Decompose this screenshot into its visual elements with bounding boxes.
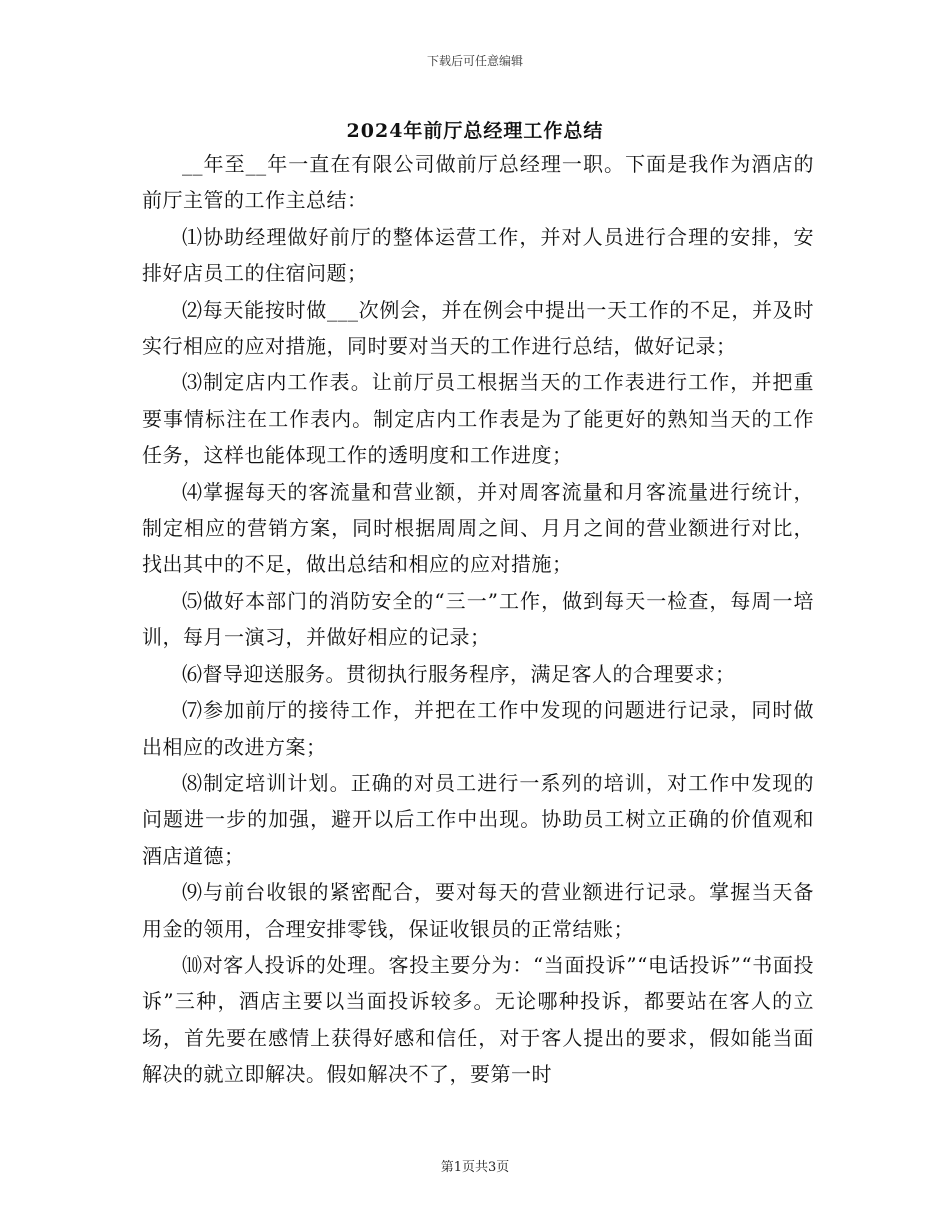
paragraph-item-4: ⑷掌握每天的客流量和营业额，并对周客流量和月客流量进行统计，制定相应的营销方案，同时根据周周之间、月月之间的营业额进行对比，找出其中的不足，做出总结和相应的应对措施； <box>142 479 814 577</box>
document-body <box>142 146 814 1093</box>
paragraph-item-3: ⑶制定店内工作表。让前厅员工根据当天的工作表进行工作，并把重要事情标注在工作表内。制定店内工作表是为了能更好的熟知当天的工作任务，这样也能体现工作的透明度和工作进度； <box>142 370 814 468</box>
paragraph-item-1: ⑴协助经理做好前厅的整体运营工作，并对人员进行合理的安排，安排好店员工的住宿问题； <box>142 224 814 286</box>
paragraph-item-2: ⑵每天能按时做___次例会，并在例会中提出一天工作的不足，并及时实行相应的应对措施，同时要对当天的工作进行总结，做好记录； <box>142 297 814 359</box>
paragraph-intro: __年至__年一直在有限公司做前厅总经理一职。下面是我作为酒店的前厅主管的工作主总结： <box>142 152 814 213</box>
page-number-footer: 第1页共3页 <box>440 1160 510 1175</box>
paragraph-item-5: ⑸做好本部门的消防安全的“三一”工作，做到每天一检查，每周一培训，每月一演习，并做好相应的记录； <box>142 588 814 650</box>
paragraph-item-7: ⑺参加前厅的接待工作，并把在工作中发现的问题进行记录，同时做出相应的改进方案； <box>142 698 814 759</box>
paragraph-item-6: ⑹督导迎送服务。贯彻执行服务程序，满足客人的合理要求； <box>182 661 736 686</box>
page-header-note: 下载后可任意编辑 <box>426 54 523 68</box>
paragraph-item-9: ⑼与前台收银的紧密配合，要对每天的营业额进行记录。掌握当天备用金的领用，合理安排零钱，保证收银员的正常结账； <box>142 880 814 941</box>
paragraph-item-8: ⑻制定培训计划。正确的对员工进行一系列的培训，对工作中发现的问题进一步的加强，避开以后工作中出现。协助员工树立正确的价值观和酒店道德； <box>142 770 814 868</box>
paragraph-item-10: ⑽对客人投诉的处理。客投主要分为：“当面投诉”“电话投诉”“书面投诉”三种，酒店主要以当面投诉较多。无论哪种投诉，都要站在客人的立场，首先要在感情上获得好感和信任，对于客人提出的要求，假如能当面解决的就立即解决。假如解决不了，要第一时 <box>142 952 814 1087</box>
document-title: 2024年前厅总经理工作总结 <box>346 120 604 142</box>
